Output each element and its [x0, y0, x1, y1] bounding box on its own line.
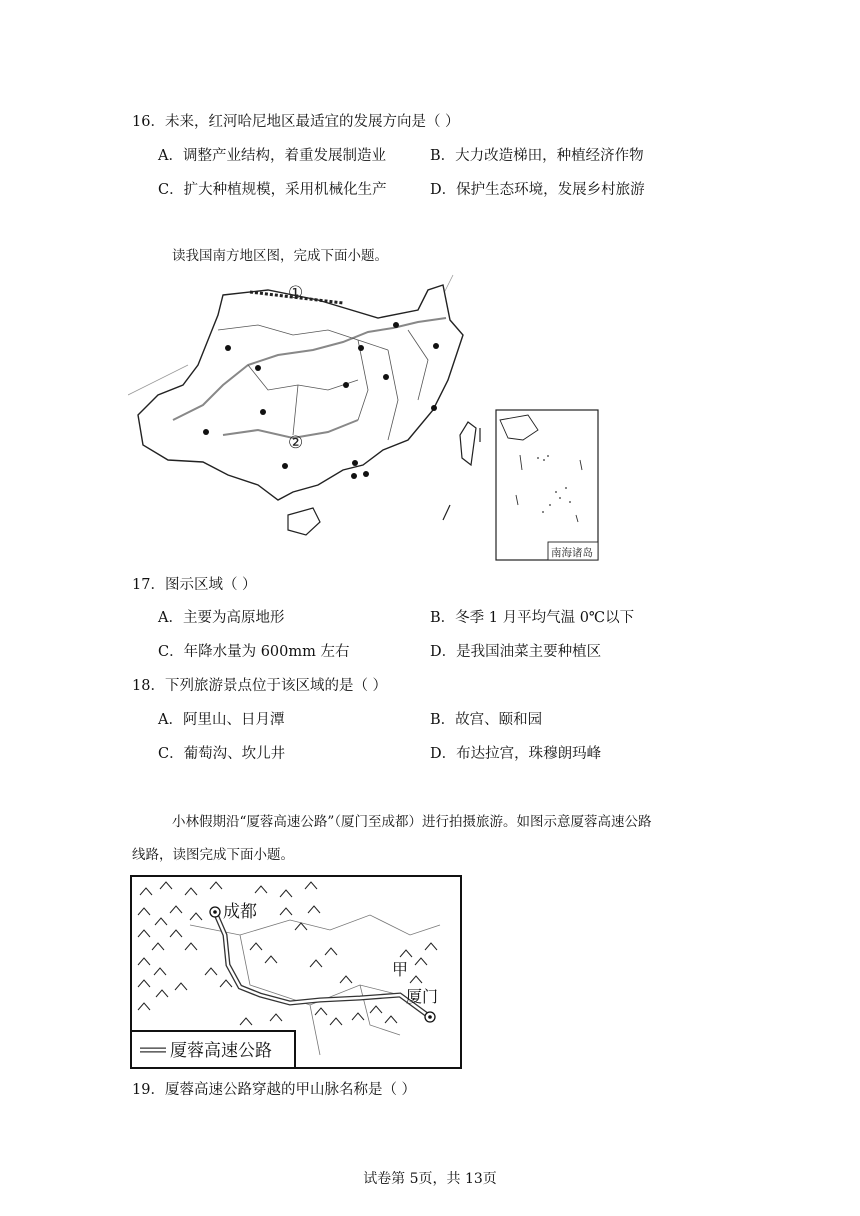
q16-option-c: C．扩大种植规模，采用机械化生产 — [158, 182, 387, 198]
taiwan — [460, 422, 476, 465]
q16-option-a: A．调整产业结构，着重发展制造业 — [158, 148, 386, 164]
label-1: ① — [288, 283, 304, 303]
q18-option-a: A．阿里山、日月潭 — [158, 712, 285, 728]
q17-option-c: C．年降水量为 600mm 左右 — [158, 644, 350, 660]
q16-stem: 16．未来，红河哈尼地区最适宜的发展方向是（ ） — [132, 114, 460, 130]
q17-option-b: B．冬季 1 月平均气温 0℃以下 — [430, 610, 635, 626]
inset-label: 南海诸岛 — [551, 547, 593, 559]
legend-label: 厦蓉高速公路 — [170, 1041, 272, 1061]
q18-option-d: D．布达拉宫，珠穆朗玛峰 — [430, 746, 602, 762]
intro-highway-line1: 小林假期沿“厦蓉高速公路”（厦门至成都）进行拍摄旅游。如图示意厦蓉高速公路 — [172, 814, 652, 830]
intro-south-map: 读我国南方地区图，完成下面小题。 — [172, 248, 388, 264]
q17-stem: 17．图示区域（ ） — [132, 577, 257, 593]
label-chengdu: 成都 — [223, 902, 257, 922]
q16-option-d: D．保护生态环境，发展乡村旅游 — [430, 182, 645, 198]
south-china-map — [128, 270, 603, 565]
highway-map — [130, 875, 462, 1069]
hainan — [288, 508, 320, 535]
q17-option-a: A．主要为高原地形 — [158, 610, 285, 626]
page-footer: 试卷第 5页，共 13页 — [363, 1171, 497, 1187]
label-2: ② — [288, 433, 304, 453]
region-outline — [138, 285, 463, 500]
q16-option-b: B．大力改造梯田，种植经济作物 — [430, 148, 644, 164]
intro-highway-line2: 线路，读图完成下面小题。 — [132, 847, 294, 863]
q17-option-d: D．是我国油菜主要种植区 — [430, 644, 602, 660]
label-xiamen: 厦门 — [406, 987, 439, 1006]
q18-option-c: C．葡萄沟、坎儿井 — [158, 746, 286, 762]
q18-stem: 18．下列旅游景点位于该区域的是（ ） — [132, 678, 388, 694]
label-jia: 甲 — [392, 960, 409, 979]
q19-stem: 19．厦蓉高速公路穿越的甲山脉名称是（ ） — [132, 1082, 417, 1098]
q18-option-b: B．故宫、颐和园 — [430, 712, 543, 728]
